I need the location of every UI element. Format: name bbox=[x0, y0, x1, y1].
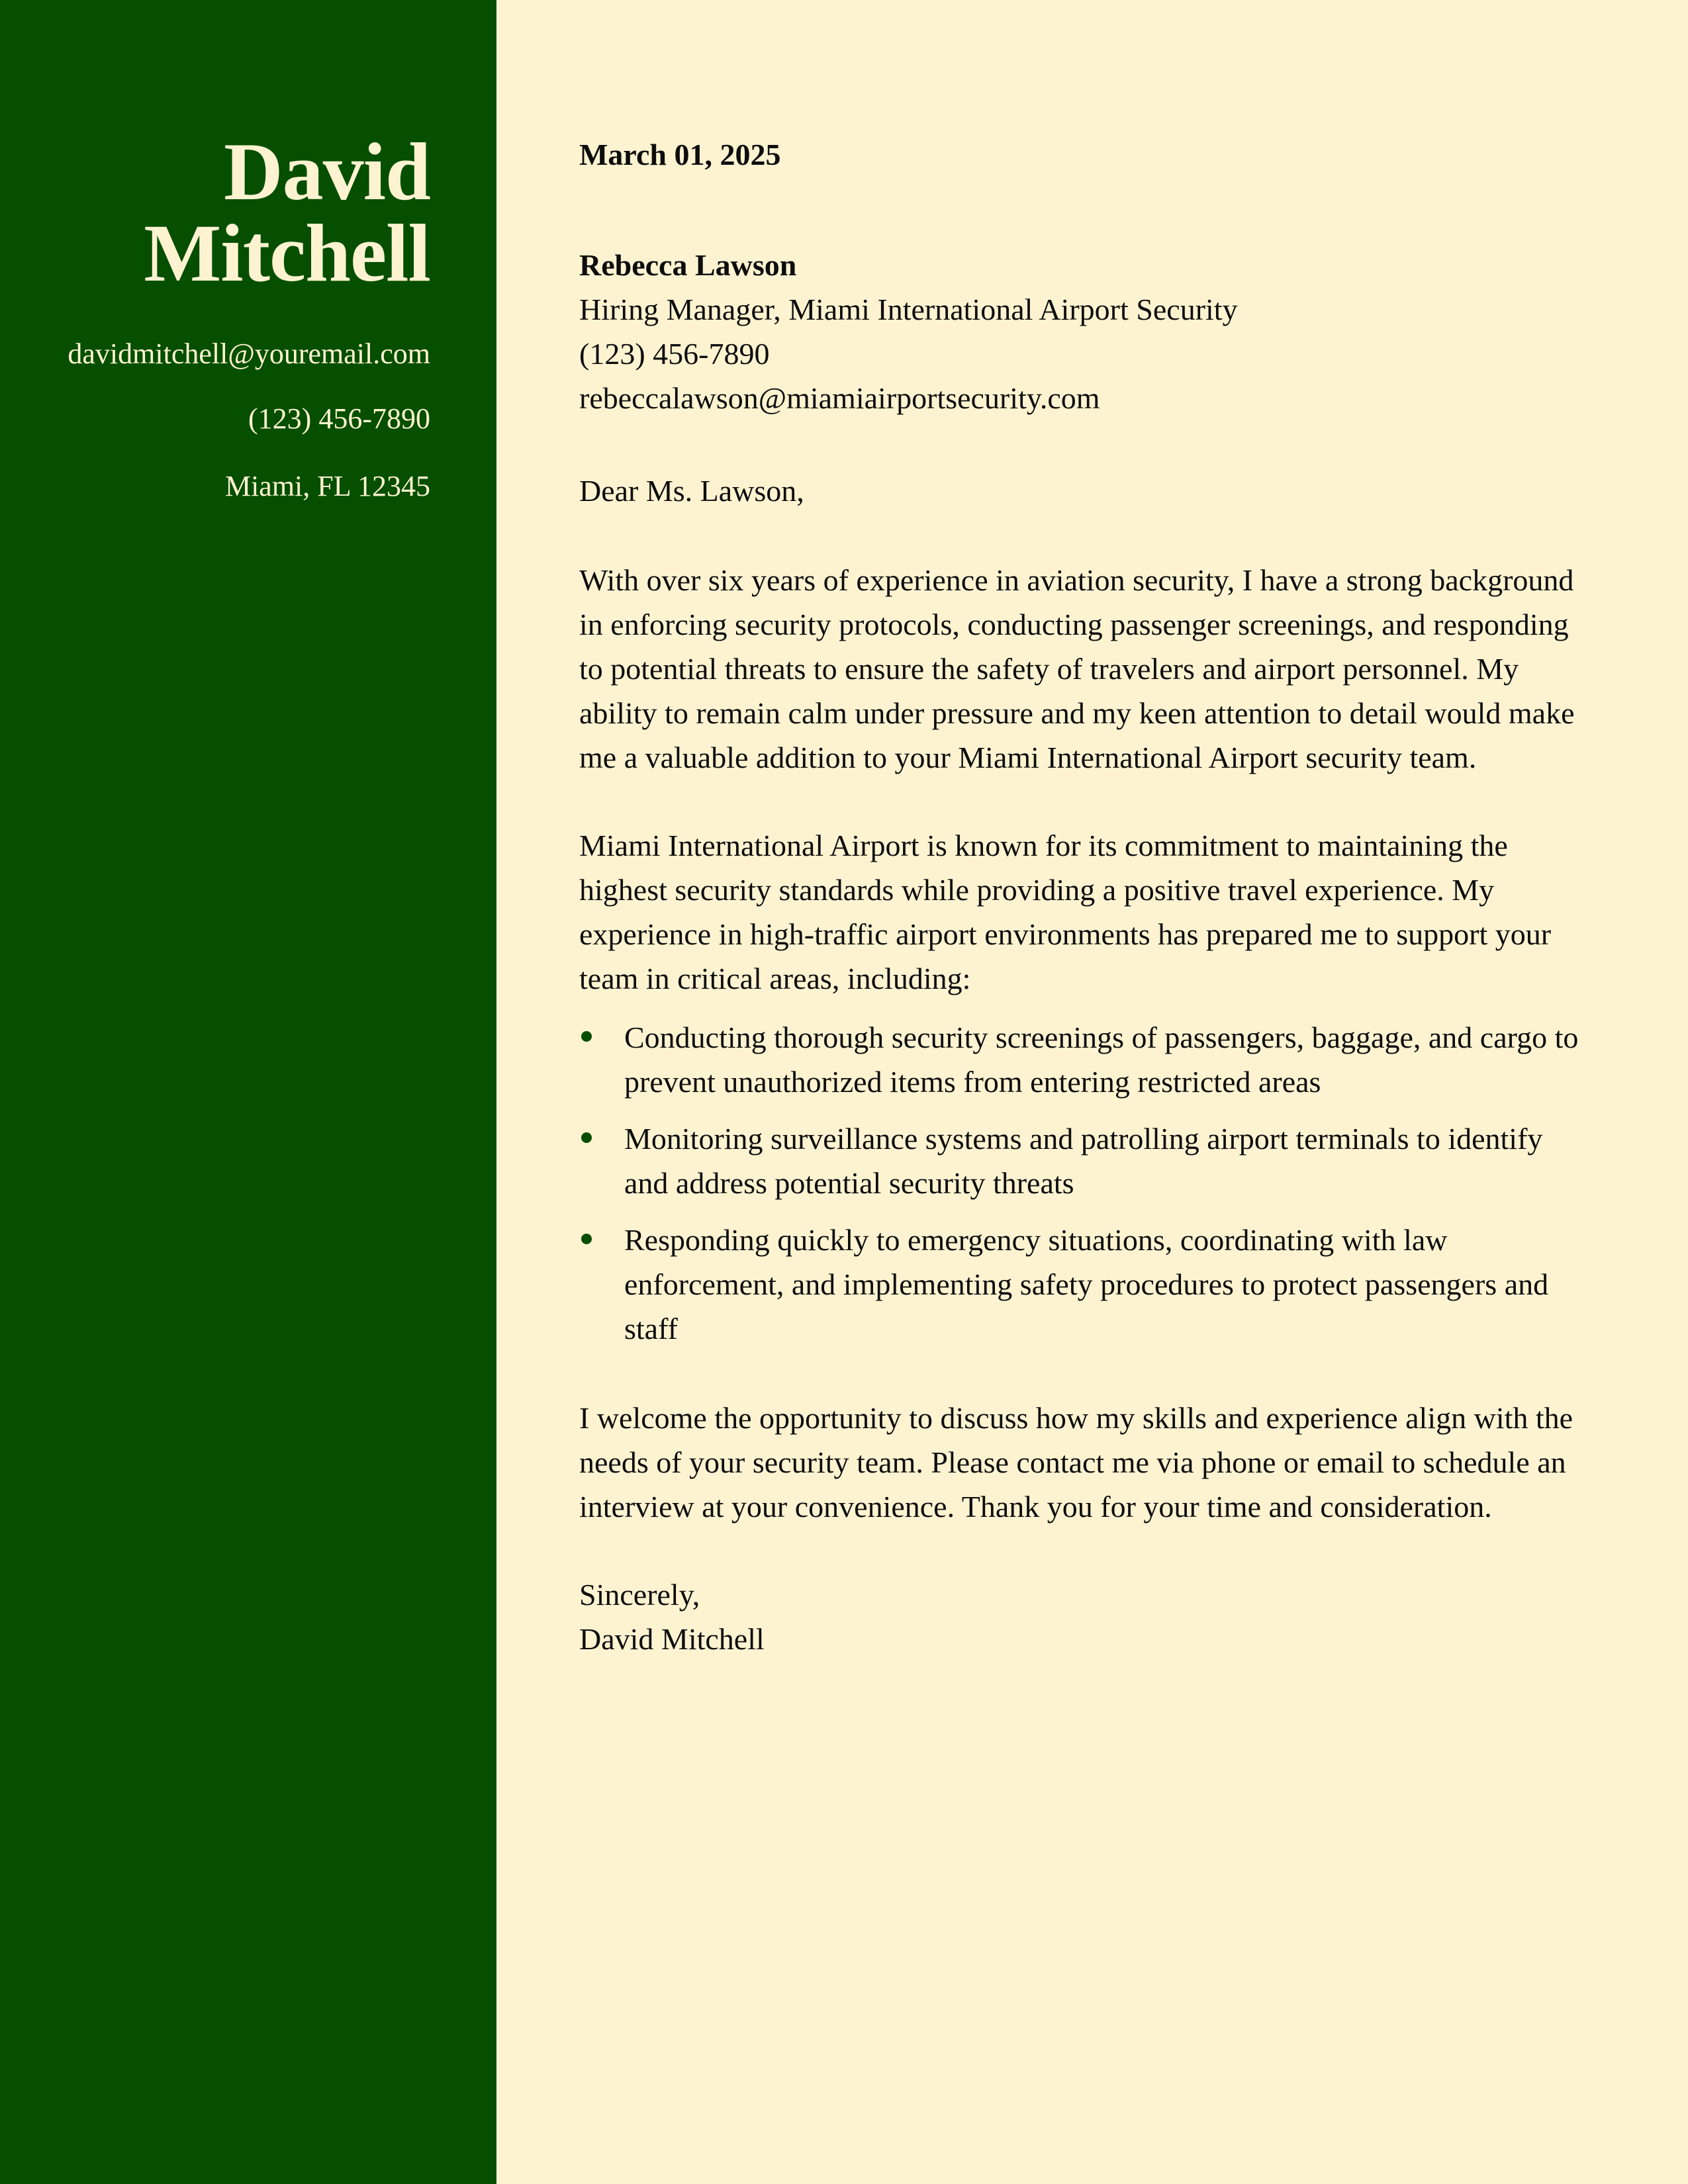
skills-list bbox=[579, 1015, 1592, 1351]
sender-first-name: David bbox=[224, 126, 430, 217]
closing-phrase: Sincerely, bbox=[579, 1578, 700, 1612]
recipient-block bbox=[579, 243, 1592, 420]
recipient-email: rebeccalawson@miamiairportsecurity.com bbox=[579, 381, 1100, 415]
paragraph-intro: With over six years of experience in aviation security, I have a strong background in enforcing security protocols, conducting passenger screenings, and responding to potential threats to ensure the safety of travelers and airport personnel. My ability to remain calm under pressure and my keen attention to detail would make me a valuable addition to your Miami International Airport security team. bbox=[579, 563, 1575, 774]
list-item bbox=[579, 1116, 1592, 1205]
list-item-text: Responding quickly to emergency situations, coordinating with law enforcement, and implementing safety procedures to protect passengers and staff bbox=[624, 1223, 1549, 1345]
list-item bbox=[579, 1218, 1592, 1351]
list-item-text: Monitoring surveillance systems and patrolling airport terminals to identify and address potential security threats bbox=[624, 1122, 1543, 1200]
recipient-title: Hiring Manager, Miami International Airport Security bbox=[579, 293, 1238, 326]
list-item bbox=[579, 1015, 1592, 1104]
recipient-name: Rebecca Lawson bbox=[579, 248, 797, 282]
sender-email: davidmitchell@youremail.com bbox=[68, 338, 430, 370]
sender-address: Miami, FL 12345 bbox=[224, 470, 430, 502]
bullet-dot-icon bbox=[581, 1132, 592, 1143]
salutation: Dear Ms. Lawson, bbox=[579, 474, 804, 508]
paragraph-closing: I welcome the opportunity to discuss how my skills and experience align with the needs of your security team. Please contact me via phone or email to schedule an interview at your convenience. Thank you for your time and consideration. bbox=[579, 1401, 1573, 1524]
signature-name: David Mitchell bbox=[579, 1622, 765, 1656]
list-item-text: Conducting thorough security screenings of passengers, baggage, and cargo to prevent unauthorized items from entering restricted areas bbox=[624, 1021, 1579, 1099]
sender-last-name: Mitchell bbox=[144, 208, 430, 298]
letter-body bbox=[579, 132, 1592, 1661]
closing-block bbox=[579, 1572, 1592, 1661]
sender-phone: (123) 456-7890 bbox=[248, 402, 430, 435]
sidebar bbox=[0, 0, 496, 2184]
recipient-phone: (123) 456-7890 bbox=[579, 337, 770, 371]
paragraph-airport: Miami International Airport is known for its commitment to maintaining the highest security standards while providing a positive travel experience. My experience in high-traffic airport environments has prepared me to support your team in critical areas, including: bbox=[579, 829, 1552, 995]
bullet-dot-icon bbox=[581, 1234, 592, 1244]
bullet-dot-icon bbox=[581, 1031, 592, 1042]
sender-name bbox=[53, 126, 430, 298]
letter-date: March 01, 2025 bbox=[579, 138, 781, 171]
